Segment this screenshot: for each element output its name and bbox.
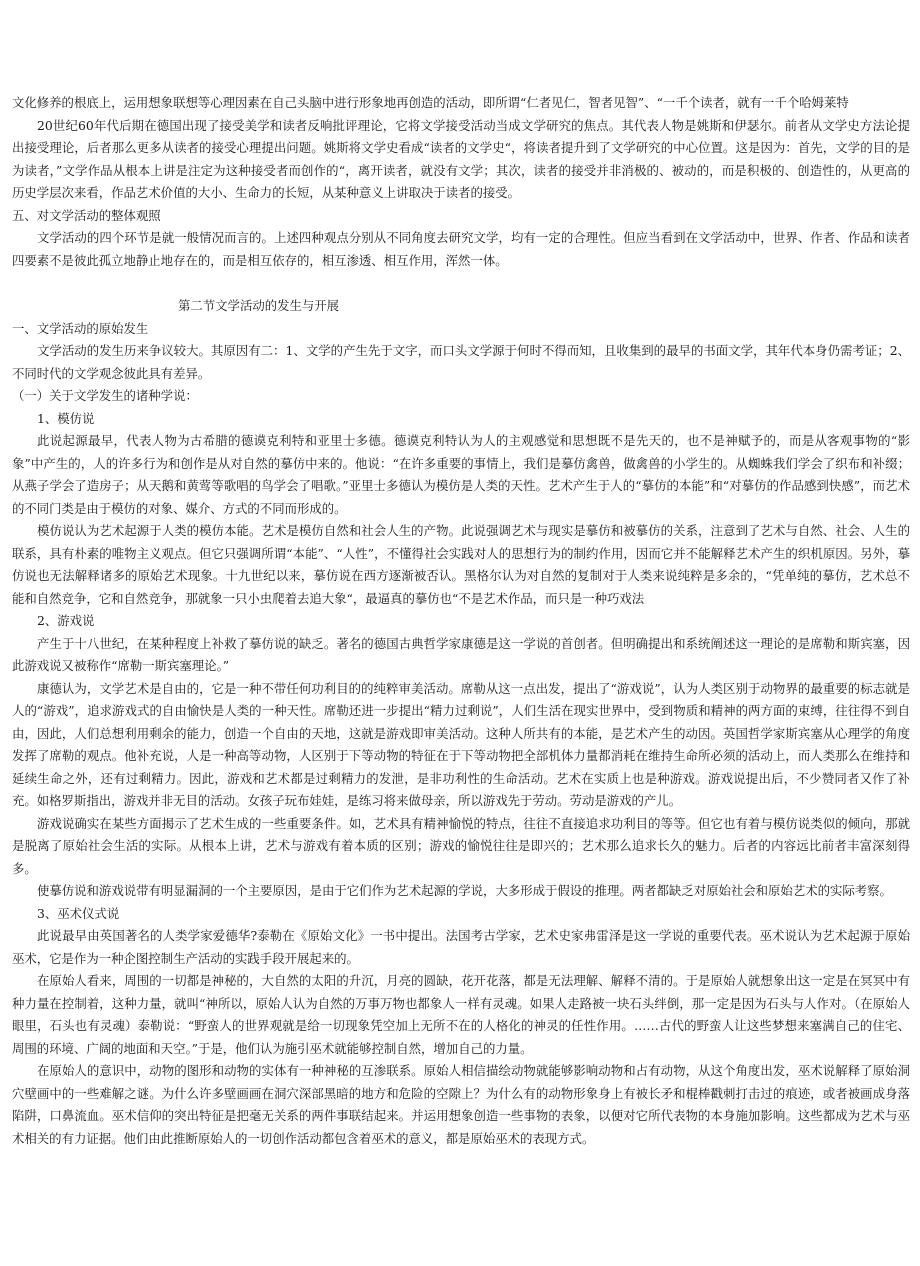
paragraph-imitation-2: 模仿说认为艺术起源于人类的模仿本能。艺术是模仿自然和社会人生的产物。此说强调艺术与现实是摹仿和被摹仿的关系，注意到了艺术与自然、社会、人生的联系，具有朴素的唯物主义观点。但它只强调所谓“本能”、“人性”，不懂得社会实践对人的思想行为的制约作用，因而它并不能解释艺术产生的织机原因。另外，摹仿说也无法解释诸多的原始艺术现象。十九世纪以来，摹仿说在西方逐渐被否认。黑格尔认为对自然的复制对于人类来说纯粹是多余的，“凭单纯的摹仿，艺术总不能和自然竞争，它和自然竞争，那就象一只小虫爬着去追大象“，最逼真的摹仿也“不是艺术作品，而只是一种巧戏法	[12, 523, 910, 606]
paragraph-origin: 文学活动的发生历来争议较大。其原因有二：1、文学的产生先于文字，而口头文学源于何时不得而知，且收集到的最早的书面文学，其年代本身仍需考证；2、不同时代的文学观念彼此具有差异。	[12, 343, 910, 381]
paragraph-imitation-1: 此说起源最早，代表人物为古希腊的德谟克利特和亚里士多德。德谟克利特认为人的主观感觉和思想既不是先天的，也不是神赋予的，而是从客观事物的“影象”中产生的，人的许多行为和创作是从对自然的摹仿中来的。他说：“在许多重要的事情上，我们是摹仿禽兽，做禽兽的小学生的。从蜘蛛我们学会了织布和补缀；从燕子学会了造房子；从天鹅和黄莺等歌唱的鸟学会了唱歌。”亚里士多德认为模仿是人类的天性。艺术产生于人的“摹仿的本能”和“对摹仿的作品感到快感”，而艺术的不同门类是由于模仿的对象、媒介、方式的不同而形成的。	[12, 433, 910, 516]
heading-imitation: 1、模仿说	[37, 410, 95, 426]
paragraph-play-4: 使摹仿说和游戏说带有明显漏洞的一个主要原因，是由于它们作为艺术起源的学说，大多形成于假设的推理。两者都缺乏对原始社会和原始艺术的实际考察。	[37, 883, 892, 898]
paragraph-play-2: 康德认为，文学艺术是自由的，它是一种不带任何功利目的的纯粹审美活动。席勒从这一点出发，提出了“游戏说”，认为人类区别于动物界的最重要的标志就是人的“游戏”，追求游戏式的自由愉快是人类的一种天性。席勒还进一步提出“精力过剩说”，人们生活在现实世界中，受到物质和精神的两方面的束缚，往往得不到自由，因此，人们总想利用剩余的能力，创造一个自由的天地，这就是游戏即审美活动。这种人所共有的本能，是艺术产生的动因。英国哲学家斯宾塞从心理学的角度发挥了席勒的观点。他补充说，人是一种高等动物，人区别于下等动物的特征在于下等动物把全部机体力量都消耗在维持生命所必须的活动上，而人类那么在维持和延续生命之外，还有过剩精力。因此，游戏和艺术都是过剩精力的发泄，是非功利性的生命活动。艺术在实质上也是种游戏。游戏说提出后，不少赞同者又作了补充。如格罗斯指出，游戏并非无目的活动。女孩子玩布娃娃，是练习将来做母亲，所以游戏先于劳动。劳动是游戏的产儿。	[12, 680, 910, 808]
section-title: 第二节文学活动的发生与开展	[178, 298, 340, 313]
paragraph-reception-aesthetics: 20世纪60年代后期在德国出现了接受美学和读者反响批评理论，它将文学接受活动当成文学研究的焦点。其代表人物是姚斯和伊瑟尔。前者从文学史方法论提出接受理论，后者那么更多从读者的接受心理提出问题。姚斯将文学史看成“读者的文学史“，将读者提升到了文学研究的中心位置。这是因为：首先，文学的目的是为读者，”文学作品从根本上讲是注定为这种接受者而创作的“，离开读者，就没有文学；其次，读者的接受并非消极的、被动的，而是积极的、创造性的，从更高的历史学层次来看，作品艺术价值的大小、生命力的长短，从某种意义上讲取决于读者的接受。	[12, 117, 910, 200]
heading-origin: 一、文学活动的原始发生	[12, 320, 149, 336]
heading-theories: （一）关于文学发生的诸种学说：	[12, 388, 198, 403]
heading-five: 五、对文学活动的整体观照	[12, 207, 161, 223]
paragraph-magic-2: 在原始人看来，周围的一切都是神秘的，大自然的太阳的升沉，月亮的圆缺，花开花落，都是无法理解、解释不清的。于是原始人就想象出这一定是在冥冥中有种力量在控制着，这种力量，就叫“神所以，原始人认为自然的万事万物也都象人一样有灵魂。如果人走路被一块石头绊倒，那一定是因为石头与人作对。（在原始人眼里，石头也有灵魂）泰勒说：“野蛮人的世界观就是给一切现象凭空加上无所不在的人格化的神灵的任性作用。……古代的野蛮人让这些梦想来塞满自己的住宅、周围的环境、广阔的地面和天空。”于是，他们认为施引巫术就能够控制自然，增加自己的力量。	[12, 973, 910, 1056]
paragraph-reader-tail: 文化修养的根底上，运用想象联想等心理因素在自己头脑中进行形象地再创造的活动，即所谓“仁者见仁，智者见智”、“一千个读者，就有一千个哈姆莱特	[12, 95, 849, 110]
document-page	[12, 92, 910, 1150]
heading-magic: 3、巫术仪式说	[37, 905, 120, 921]
paragraph-magic-1: 此说最早由英国著名的人类学家爱德华?泰勒在《原始文化》一书中提出。法国考古学家，艺术史家弗雷泽是这一学说的重要代表。巫术说认为艺术起源于原始巫术，它是作为一种企图控制生产活动的实践手段开展起来的。	[12, 928, 910, 966]
paragraph-overview: 文学活动的四个环节是就一般情况而言的。上述四种观点分别从不同角度去研究文学，均有一定的合理性。但应当看到在文学活动中，世界、作者、作品和读者四要素不是彼此孤立地静止地存在的，而是相互依存的，相互渗透、相互作用，浑然一体。	[12, 230, 910, 268]
heading-play: 2、游戏说	[37, 613, 95, 628]
paragraph-play-1: 产生于十八世纪，在某种程度上补救了摹仿说的缺乏。著名的德国古典哲学家康德是这一学说的首创者。但明确提出和系统阐述这一理论的是席勒和斯宾塞，因此游戏说又被称作“席勒一斯宾塞理论。”	[12, 635, 910, 673]
paragraph-magic-3: 在原始人的意识中，动物的图形和动物的实体有一种神秘的互渗联系。原始人相信描绘动物就能够影响动物和占有动物，从这个角度出发，巫术说解释了原始洞穴壁画中的一些难解之谜。为什么许多壁画画在洞穴深部黑暗的地方和危险的空隙上？为什么有的动物形象身上有被长矛和棍棒戳刺打击过的痕迹，或者被画成身落陷阱，口鼻流血。巫术信仰的突出特征是把毫无关系的两件事联结起来。并运用想象创造一些事物的表象，以便对它所代表物的本身施加影响。这些都成为艺术与巫术相关的有力证据。他们由此推断原始人的一切创作活动都包含着巫术的意义，都是原始巫术的表现方式。	[12, 1063, 910, 1146]
paragraph-play-3: 游戏说确实在某些方面揭示了艺术生成的一些重要条件。如，艺术具有精神愉悦的特点，往往不直接追求功利目的等等。但它也有着与模仿说类似的倾向，那就是脱离了原始社会生活的实际。从根本上讲，艺术与游戏有着本质的区别；游戏的愉悦往往是即兴的；艺术那么追求长久的魅力。后者的内容远比前者丰富深刻得多。	[12, 815, 910, 876]
